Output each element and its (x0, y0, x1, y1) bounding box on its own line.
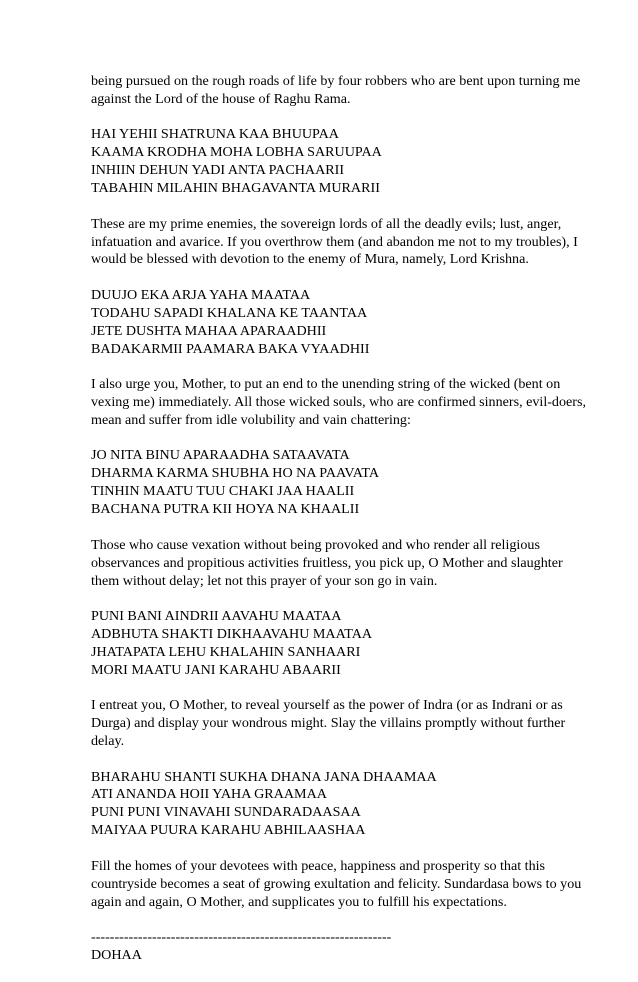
text-line: against the Lord of the house of Raghu Rama. (91, 90, 351, 107)
prose-paragraph (91, 215, 578, 270)
text-line: mean and suffer from idle volubility and vain chattering: (91, 411, 411, 428)
text-line: would be blessed with devotion to the enemy of Mura, namely, Lord Krishna. (91, 251, 529, 268)
text-line: I also urge you, Mother, to put an end to the unending string of the wicked (bent on (91, 376, 561, 393)
text-line: infatuation and avarice. If you overthrow them (and abandon me not to my troubles), I (91, 233, 578, 250)
text-line: These are my prime enemies, the sovereign lords of all the deadly evils; lust, anger, (91, 215, 562, 232)
verse-line: DHARMA KARMA SHUBHA HO NA PAAVATA (91, 465, 379, 482)
verse-line: HAI YEHII SHATRUNA KAA BHUUPAA (91, 126, 339, 143)
verse-line: PUNI PUNI VINAVAHI SUNDARADAASAA (91, 804, 361, 821)
prose-paragraph (91, 697, 566, 751)
verse-line: MAIYAA PUURA KARAHU ABHILAASHAA (91, 822, 366, 839)
verse-line: JHATAPATA LEHU KHALAHIN SANHAARI (91, 643, 361, 660)
verse-line: KAAMA KRODHA MOHA LOBHA SARUUPAA (91, 144, 382, 161)
document-page (91, 73, 586, 982)
text-line: delay. (91, 733, 125, 750)
verse-line: INHIIN DEHUN YADI ANTA PACHAARII (91, 162, 345, 179)
closing-section (91, 929, 561, 965)
prose-paragraph (91, 376, 586, 430)
verse-line: ATI ANANDA HOII YAHA GRAAMAA (91, 786, 327, 803)
prose-paragraph (91, 537, 561, 591)
verse-line: JO NITA BINU APARAADHA SATAAVATA (91, 447, 350, 464)
verse-stanza (91, 126, 561, 198)
prose-paragraph (91, 857, 582, 912)
prose-paragraph (91, 73, 581, 109)
text-line: them without delay; let not this prayer of your son go in vain. (91, 572, 438, 589)
text-line: Durga) and display your wondrous might. Slay the villains promptly without further (91, 715, 566, 732)
text-line: Those who cause vexation without being provoked and who render all religious (91, 536, 540, 553)
verse-line: TINHIN MAATU TUU CHAKI JAA HAALII (91, 483, 355, 500)
text-line: again and again, O Mother, and supplicates you to fulfill his expectations. (91, 893, 507, 910)
verse-line: BACHANA PUTRA KII HOYA NA KHAALII (91, 501, 360, 518)
verse-line: BADAKARMII PAAMARA BAKA VYAADHII (91, 340, 370, 357)
text-line: I entreat you, O Mother, to reveal yourself as the power of Indra (or as Indrani or as (91, 697, 563, 714)
verse-line: BHARAHU SHANTI SUKHA DHANA JANA DHAAMAA (91, 768, 437, 785)
verse-stanza (91, 769, 561, 841)
verse-line: JETE DUSHTA MAHAA APARAADHII (91, 322, 327, 339)
text-line: observances and propitious activities fruitless, you pick up, O Mother and slaughter (91, 554, 563, 571)
section-heading: DOHAA (91, 946, 142, 963)
verse-stanza (91, 608, 561, 680)
verse-line: PUNI BANI AINDRII AAVAHU MAATAA (91, 608, 342, 624)
verse-line: TABAHIN MILAHIN BHAGAVANTA MURARII (91, 180, 380, 197)
verse-line: ADBHUTA SHAKTI DIKHAAVAHU MAATAA (91, 625, 373, 642)
text-line: vexing me) immediately. All those wicked souls, who are confirmed sinners, evil-doers, (91, 394, 586, 411)
verse-line: DUUJO EKA ARJA YAHA MAATAA (91, 286, 311, 303)
text-line: Fill the homes of your devotees with peace, happiness and prosperity so that this (91, 857, 546, 874)
verse-line: TODAHU SAPADI KHALANA KE TAANTAA (91, 304, 368, 321)
verse-stanza (91, 447, 561, 519)
text-line: countryside becomes a seat of growing exultation and felicity. Sundardasa bows to you (91, 875, 582, 892)
section-separator: ---------------------------------------------------------------- (91, 929, 392, 946)
verse-stanza (91, 287, 561, 359)
verse-line: MORI MAATU JANI KARAHU ABAARII (91, 661, 341, 678)
text-line: being pursued on the rough roads of life by four robbers who are bent upon turning me (91, 73, 581, 89)
